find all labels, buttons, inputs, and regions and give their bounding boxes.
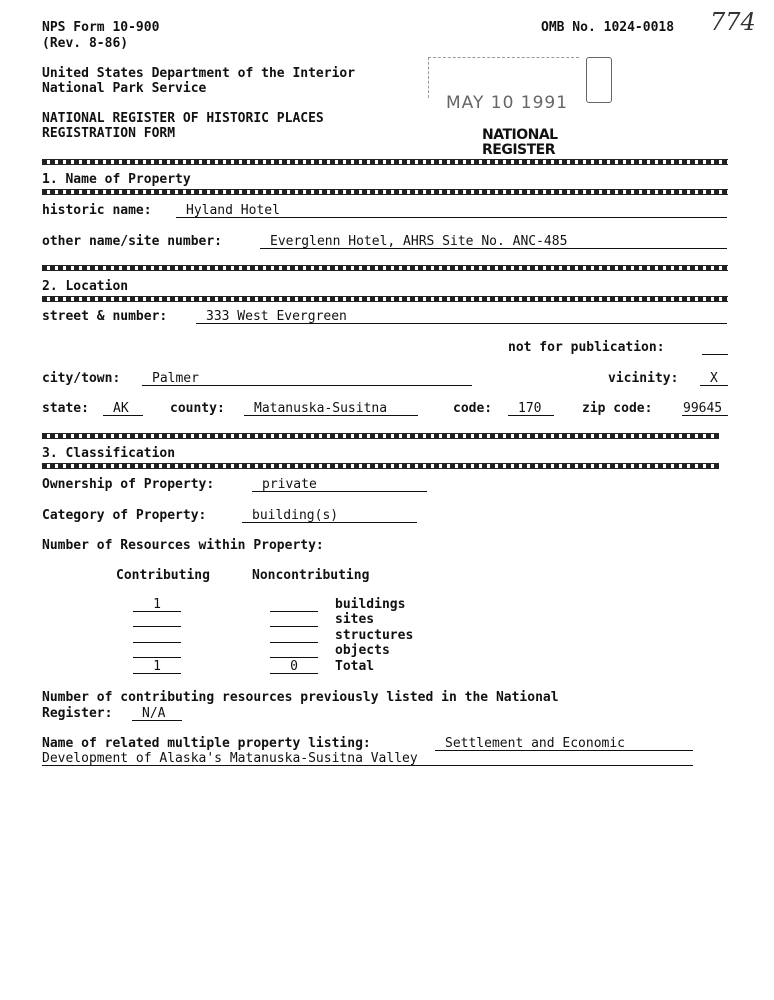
contributing-value[interactable]: 1 [153,597,161,612]
historic-name-label: historic name: [42,203,152,218]
noncontributing-header: Noncontributing [252,568,370,583]
received-stamp [428,55,618,160]
stamp-box [586,57,612,103]
contributing-header: Contributing [116,568,210,583]
category-label: Category of Property: [42,508,207,523]
zip-label: zip code: [582,401,653,416]
other-name-value[interactable]: Everglenn Hotel, AHRS Site No. ANC-485 [270,234,568,249]
noncontributing-total[interactable]: 0 [290,659,298,674]
service-name: National Park Service [42,81,207,96]
resource-label: structures [335,628,414,643]
section-separator [42,296,728,302]
ownership-label: Ownership of Property: [42,477,215,492]
resource-label: objects [335,643,390,658]
section1-heading: 1. Name of Property [42,172,191,187]
form-title-line2: REGISTRATION FORM [42,126,176,141]
contributing-blank [133,657,181,658]
resource-label: buildings [335,597,406,612]
ownership-value[interactable]: private [262,477,317,492]
resources-label: Number of Resources within Property: [42,538,324,553]
related-listing-label: Name of related multiple property listing: [42,736,371,751]
code-value[interactable]: 170 [518,401,542,416]
department-name: United States Department of the Interior [42,66,356,81]
section2-heading: 2. Location [42,279,129,294]
not-for-publication-field[interactable] [702,354,728,355]
street-label: street & number: [42,309,168,324]
resource-label: sites [335,612,375,627]
section-separator [42,433,719,439]
vicinity-label: vicinity: [608,371,679,386]
related-value-line2[interactable]: Development of Alaska's Matanuska-Susitna Valley [42,751,418,766]
register-value[interactable]: N/A [142,706,166,721]
noncontributing-blank [270,642,318,643]
historic-name-value[interactable]: Hyland Hotel [186,203,280,218]
register-label: Register: [42,706,113,721]
noncontributing-blank [270,626,318,627]
state-label: state: [42,401,89,416]
omb-number: OMB No. 1024-0018 [541,20,675,35]
resource-label: Total [335,659,375,674]
code-label: code: [453,401,493,416]
state-value[interactable]: AK [113,401,129,416]
form-title-line1: NATIONAL REGISTER OF HISTORIC PLACES [42,111,324,126]
not-for-publication-label: not for publication: [508,340,665,355]
noncontributing-blank [270,657,318,658]
city-value[interactable]: Palmer [152,371,199,386]
category-value[interactable]: building(s) [252,508,339,523]
section-separator [42,265,728,271]
section-separator [42,189,728,195]
section-separator [42,159,728,165]
zip-value[interactable]: 99645 [683,401,723,416]
contributing-blank [133,642,181,643]
other-name-label: other name/site number: [42,234,223,249]
stamp-frame [428,57,579,98]
section3-heading: 3. Classification [42,446,176,461]
street-value[interactable]: 333 West Evergreen [206,309,347,324]
county-label: county: [170,401,225,416]
county-value[interactable]: Matanuska-Susitna [254,401,388,416]
stamp-national: NATIONAL [482,127,558,143]
section-separator [42,463,719,469]
city-label: city/town: [42,371,121,386]
handwritten-number: 774 [710,8,756,36]
noncontributing-blank [270,611,318,612]
contributing-total[interactable]: 1 [153,659,161,674]
form-number: NPS Form 10-900 [42,20,160,35]
stamp-date: MAY 10 1991 [446,93,569,113]
stamp-register: REGISTER [482,142,556,158]
contributing-blank [133,626,181,627]
previously-listed-label: Number of contributing resources previously listed in the National [42,690,559,705]
form-revision: (Rev. 8-86) [42,36,129,51]
vicinity-value[interactable]: X [710,371,718,386]
related-value-line1[interactable]: Settlement and Economic [445,736,626,751]
